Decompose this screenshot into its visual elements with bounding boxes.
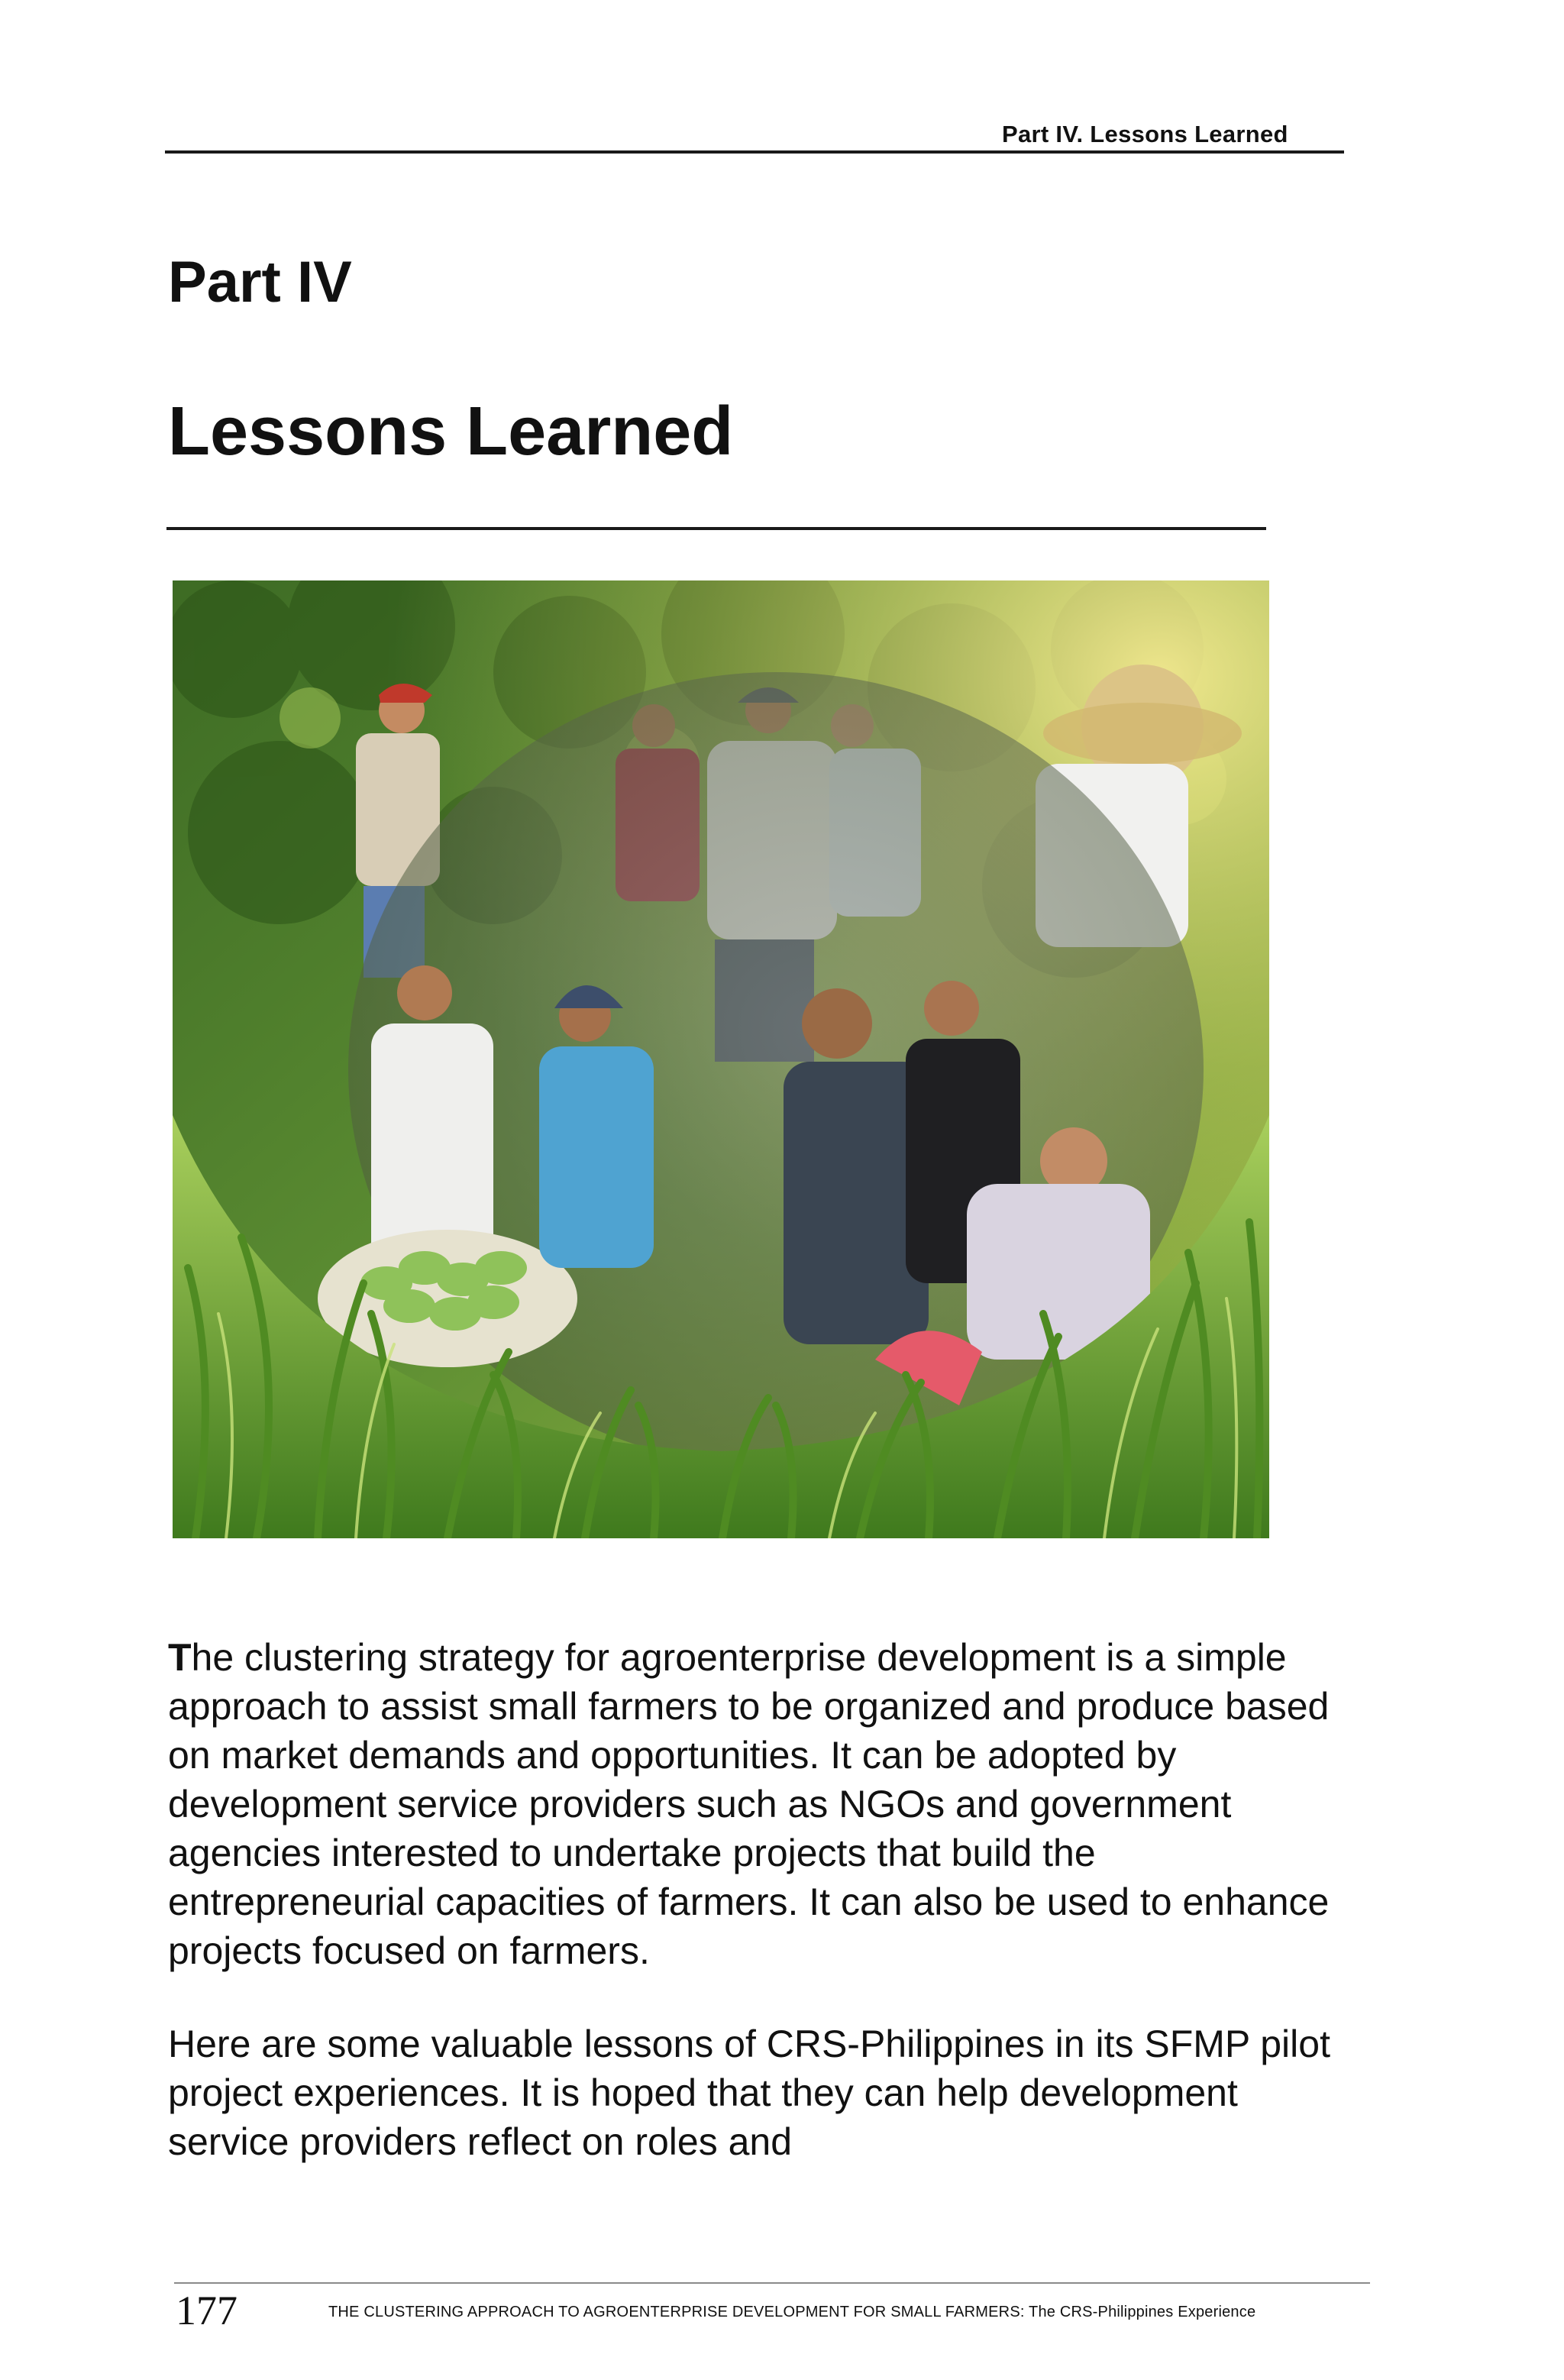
- chapter-title: Lessons Learned: [168, 393, 734, 470]
- footer-book-title: THE CLUSTERING APPROACH TO AGROENTERPRISE DEVELOPMENT FOR SMALL FARMERS: The CRS-Philippines Experience: [328, 2304, 1256, 2320]
- intro-paragraph-text: he clustering strategy for agroenterprise development is a simple approach to assist small farmers to be organized and produce based on market demands and opportunities. It can be adopted by development service providers such as NGOs and government agencies interested to undertake projects that build the entrepreneurial capacities of farmers. It can also be used to enhance projects focused on farmers.: [168, 1636, 1330, 1972]
- header-rule: [165, 150, 1344, 154]
- part-number: Part IV: [168, 250, 352, 315]
- running-header: Part IV. Lessons Learned: [1002, 121, 1288, 147]
- footer-rule: [174, 2282, 1370, 2284]
- intro-paragraph: [168, 1633, 1359, 1975]
- farmers-collage-photo: [173, 580, 1269, 1538]
- drop-cap: T: [168, 1636, 192, 1679]
- page-number: 177: [176, 2288, 238, 2333]
- lessons-paragraph: Here are some valuable lessons of CRS-Philippines in its SFMP pilot project experiences. It is hoped that they can help development service providers reflect on roles and: [168, 2023, 1330, 2163]
- title-rule: [166, 527, 1266, 530]
